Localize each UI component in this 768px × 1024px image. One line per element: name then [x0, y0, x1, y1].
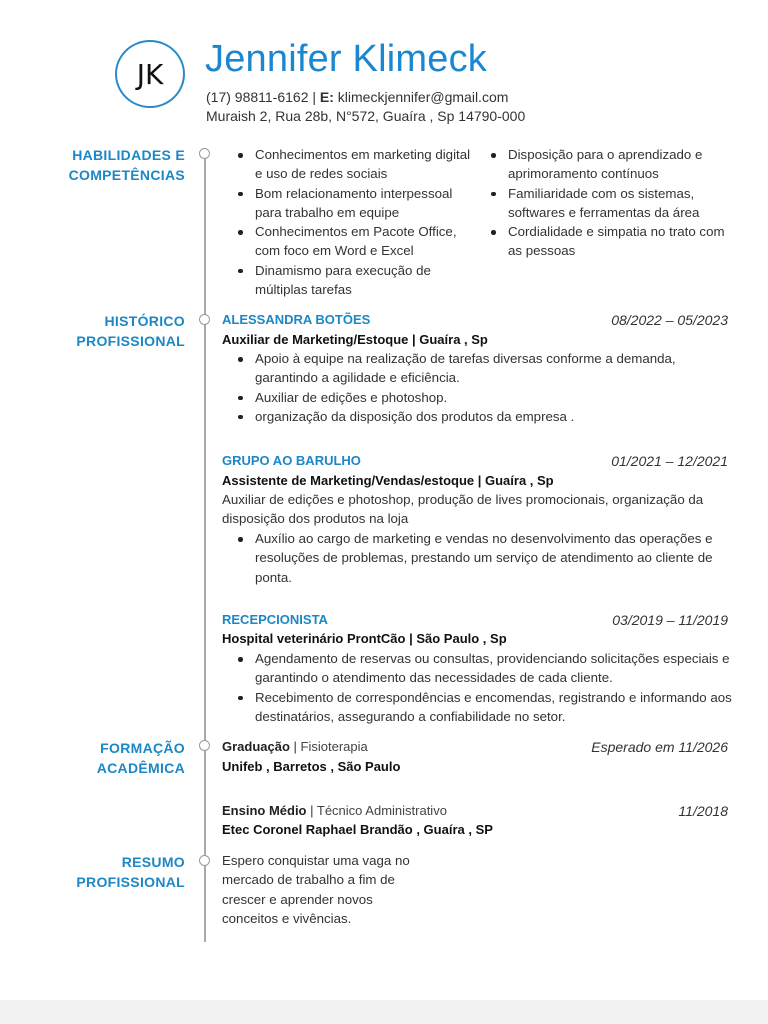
job-dates: 01/2021 – 12/2021	[611, 453, 728, 469]
education-degree: Graduação	[222, 739, 290, 754]
skill-item: Familiaridade com os sistemas, softwares e ferramentas da área	[482, 184, 732, 223]
timeline-dot-history	[199, 314, 210, 325]
email-address: klimeckjennifer@gmail.com	[337, 89, 509, 105]
skill-item: Conhecimentos em marketing digital e uso de redes sociais	[229, 145, 477, 184]
job-bullet: organização da disposição dos produtos da empresa .	[229, 407, 734, 426]
job-bullets	[229, 349, 734, 426]
education-title	[222, 803, 447, 818]
job-bullet: Agendamento de reservas ou consultas, providenciando solicitações especiais e garantindo o atendimento das necessidades de cada cliente.	[229, 649, 734, 688]
education-date: Esperado em 11/2026	[591, 739, 728, 755]
skill-item: Disposição para o aprendizado e aprimoramento contínuos	[482, 145, 732, 184]
job-company: GRUPO AO BARULHO	[222, 453, 361, 468]
section-title-line: PROFISSIONAL	[76, 874, 185, 890]
candidate-name: Jennifer Klimeck	[205, 38, 487, 80]
monogram-badge	[115, 40, 185, 108]
address-line: Muraish 2, Rua 28b, N°572, Guaíra , Sp 14790-000	[206, 108, 526, 124]
job-company: RECEPCIONISTA	[222, 612, 328, 627]
timeline-dot-summary	[199, 855, 210, 866]
timeline-dot-education	[199, 740, 210, 751]
education-date: 11/2018	[678, 803, 728, 819]
skills-list-right	[482, 145, 732, 261]
job-bullet: Recebimento de correspondências e encomendas, registrando e informando aos destinatários, assegurando a confiabilidade no setor.	[229, 688, 734, 727]
education-separator: |	[306, 803, 317, 818]
education-course: Fisioterapia	[300, 739, 368, 754]
job-role: Auxiliar de Marketing/Estoque | Guaíra , Sp	[222, 332, 488, 347]
contact-line: (17) 98811-6162 | E: klimeckjennifer@gmail.com	[206, 89, 509, 105]
job-summary: Auxiliar de edições e photoshop, produção de lives promocionais, organização da disposição dos produtos na loja	[222, 492, 704, 527]
section-title-line: HISTÓRICO	[104, 313, 185, 329]
section-title-summary	[20, 852, 185, 892]
section-title-line: PROFISSIONAL	[76, 333, 185, 349]
timeline-dot-skills	[199, 148, 210, 159]
education-separator: |	[289, 739, 301, 754]
section-title-line: COMPETÊNCIAS	[68, 167, 185, 183]
education-degree: Ensino Médio	[222, 803, 307, 818]
skill-item: Cordialidade e simpatia no trato com as pessoas	[482, 222, 732, 261]
job-role: Assistente de Marketing/Vendas/estoque | Guaíra , Sp	[222, 473, 554, 488]
phone-number: (17) 98811-6162	[206, 89, 309, 105]
page-bottom-margin	[0, 1000, 768, 1024]
skills-list-left	[229, 145, 477, 299]
skill-item: Bom relacionamento interpessoal para trabalho em equipe	[229, 184, 477, 223]
education-school: Unifeb , Barretos , São Paulo	[222, 759, 401, 774]
job-bullet: Auxiliar de edições e photoshop.	[229, 388, 734, 407]
education-school: Etec Coronel Raphael Brandão , Guaíra , SP	[222, 822, 493, 837]
job-bullet: Auxílio ao cargo de marketing e vendas no desenvolvimento das operações e resoluções de problemas, prestando um serviço de atendimento ao cliente de ponta.	[229, 529, 734, 587]
section-title-line: RESUMO	[121, 854, 185, 870]
education-title	[222, 739, 368, 754]
section-title-education	[20, 738, 185, 778]
skill-item: Dinamismo para execução de múltiplas tarefas	[229, 261, 477, 300]
job-bullets	[229, 529, 734, 587]
section-title-history	[20, 311, 185, 351]
job-dates: 03/2019 – 11/2019	[612, 612, 728, 628]
job-dates: 08/2022 – 05/2023	[611, 312, 728, 328]
job-role: Hospital veterinário ProntCão | São Paulo , Sp	[222, 631, 507, 646]
section-title-skills	[20, 145, 185, 185]
email-label: E:	[319, 89, 334, 105]
professional-summary-text: Espero conquistar uma vaga no mercado de trabalho a fim de crescer e aprender novos conceitos e vivências.	[222, 853, 410, 926]
section-title-line: ACADÊMICA	[96, 760, 185, 776]
job-company: ALESSANDRA BOTÕES	[222, 312, 371, 327]
job-bullets	[229, 649, 734, 726]
section-title-line: HABILIDADES E	[72, 147, 185, 163]
timeline-line	[204, 150, 206, 942]
monogram-initials: JK	[136, 57, 164, 91]
skill-item: Conhecimentos em Pacote Office, com foco em Word e Excel	[229, 222, 477, 261]
section-title-line: FORMAÇÃO	[100, 740, 185, 756]
education-course: Técnico Administrativo	[316, 803, 447, 818]
job-bullet: Apoio à equipe na realização de tarefas diversas conforme a demanda, garantindo a agilidade e eficiência.	[229, 349, 734, 388]
